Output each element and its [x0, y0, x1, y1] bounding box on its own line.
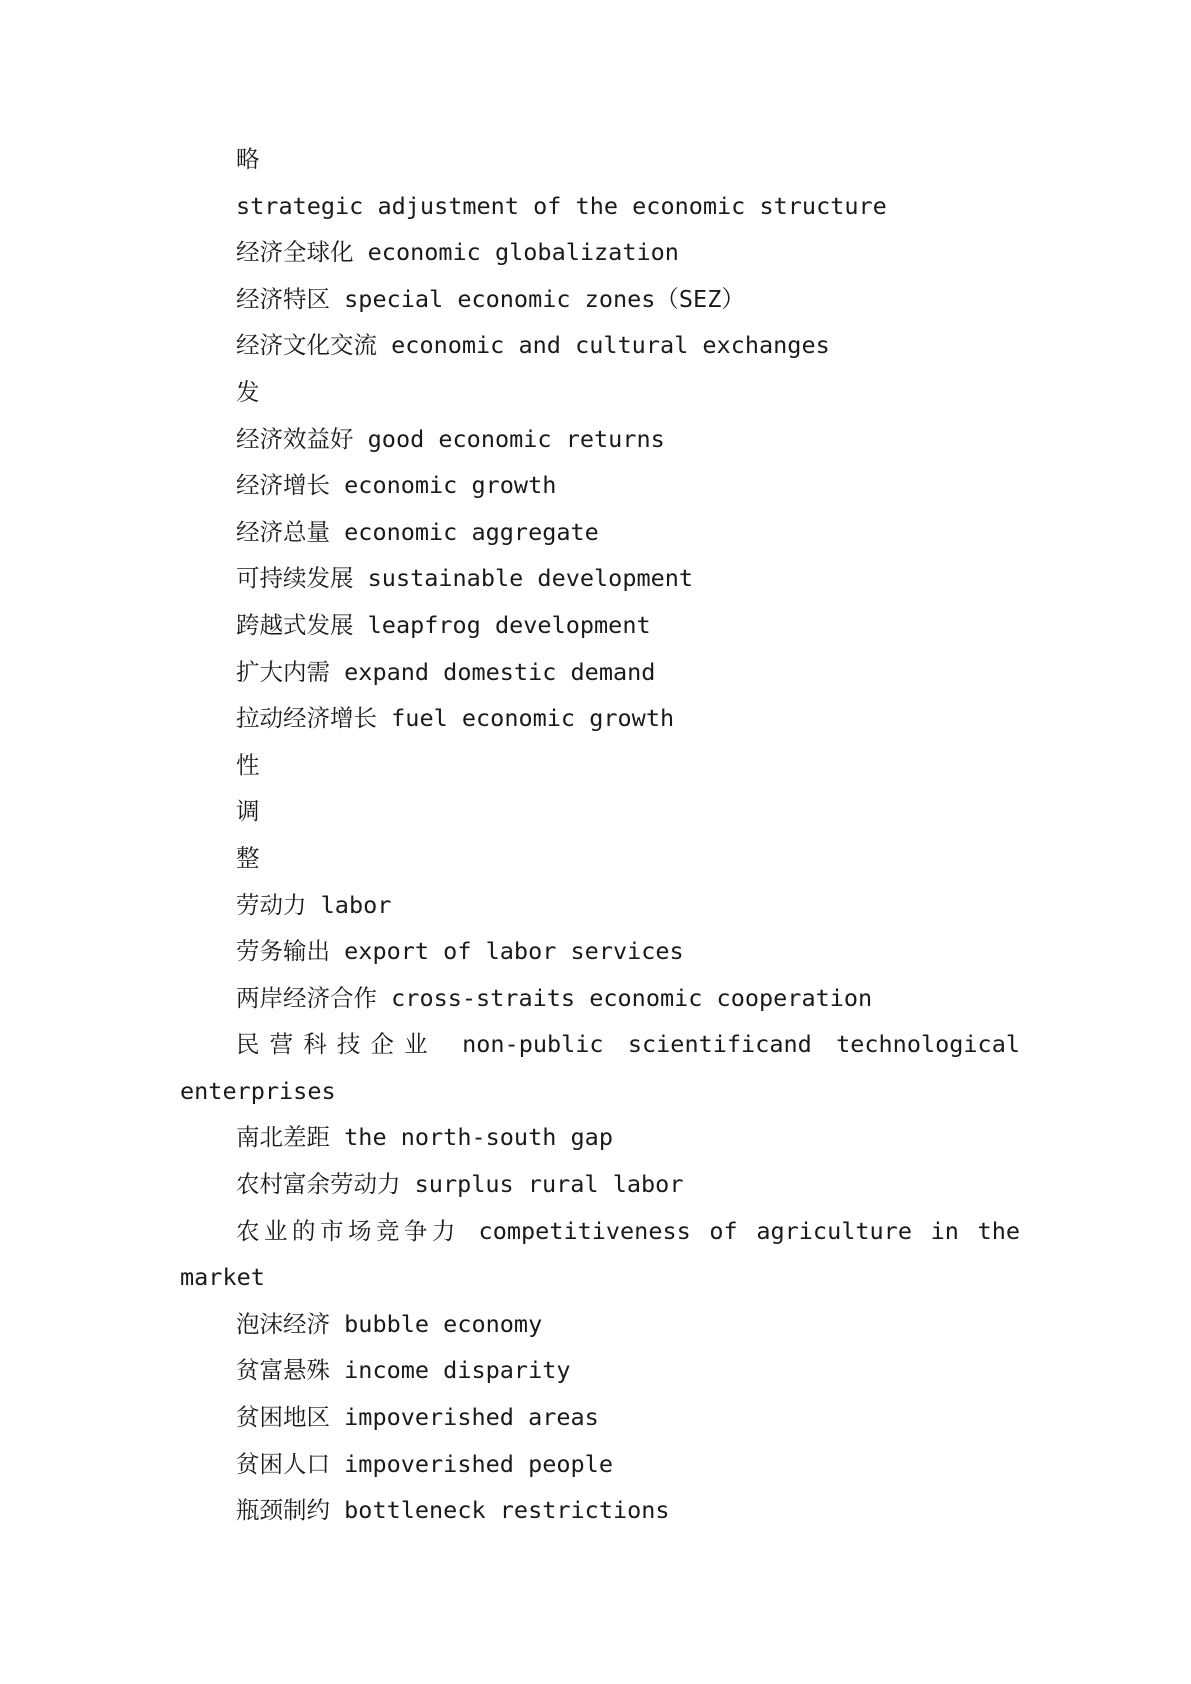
text-line: 劳动力 labor — [236, 890, 392, 919]
text-line: strategic adjustment of the economic structure — [236, 191, 887, 220]
text-line: 贫困地区 impoverished areas — [236, 1403, 599, 1432]
text-line: 发 — [236, 377, 260, 406]
text-line: 拉动经济增长 fuel economic growth — [236, 704, 675, 733]
text-line: 经济总量 economic aggregate — [236, 517, 599, 546]
text-line: 两岸经济合作 cross-straits economic cooperation — [236, 983, 873, 1012]
text-line: 经济文化交流 economic and cultural exchanges — [236, 331, 830, 360]
text-line: 经济增长 economic growth — [236, 471, 557, 500]
text-line: 经济全球化 economic globalization — [236, 238, 679, 267]
text-line: 跨越式发展 leapfrog development — [236, 610, 651, 639]
text-line: 整 — [236, 843, 260, 872]
text-line: 可持续发展 sustainable development — [236, 564, 694, 593]
text-line: 经济效益好 good economic returns — [236, 424, 665, 453]
text-line: 瓶颈制约 bottleneck restrictions — [236, 1496, 670, 1525]
text-line: 农村富余劳动力 surplus rural labor — [236, 1170, 684, 1199]
text-line: 农业的市场竞争力 competitiveness of agriculture in the — [236, 1216, 1020, 1245]
text-line: 贫困人口 impoverished people — [236, 1449, 613, 1478]
text-line: 性 — [236, 750, 260, 779]
text-line: 劳务输出 export of labor services — [236, 937, 684, 966]
text-line: 南北差距 the north-south gap — [236, 1123, 613, 1152]
text-line: 民营科技企业 non-public scientificand technological — [236, 1030, 1020, 1059]
text-line: 贫富悬殊 income disparity — [236, 1356, 571, 1385]
text-line: 调 — [236, 797, 260, 826]
text-line: 扩大内需 expand domestic demand — [236, 657, 656, 686]
glossary-text — [180, 136, 1020, 1534]
text-line: 略 — [236, 145, 260, 173]
text-line: 经济特区 special economic zones（SEZ） — [236, 284, 745, 313]
text-line: enterprises — [180, 1076, 336, 1105]
text-line: 泡沫经济 bubble economy — [236, 1309, 543, 1338]
text-line: market — [180, 1263, 265, 1292]
